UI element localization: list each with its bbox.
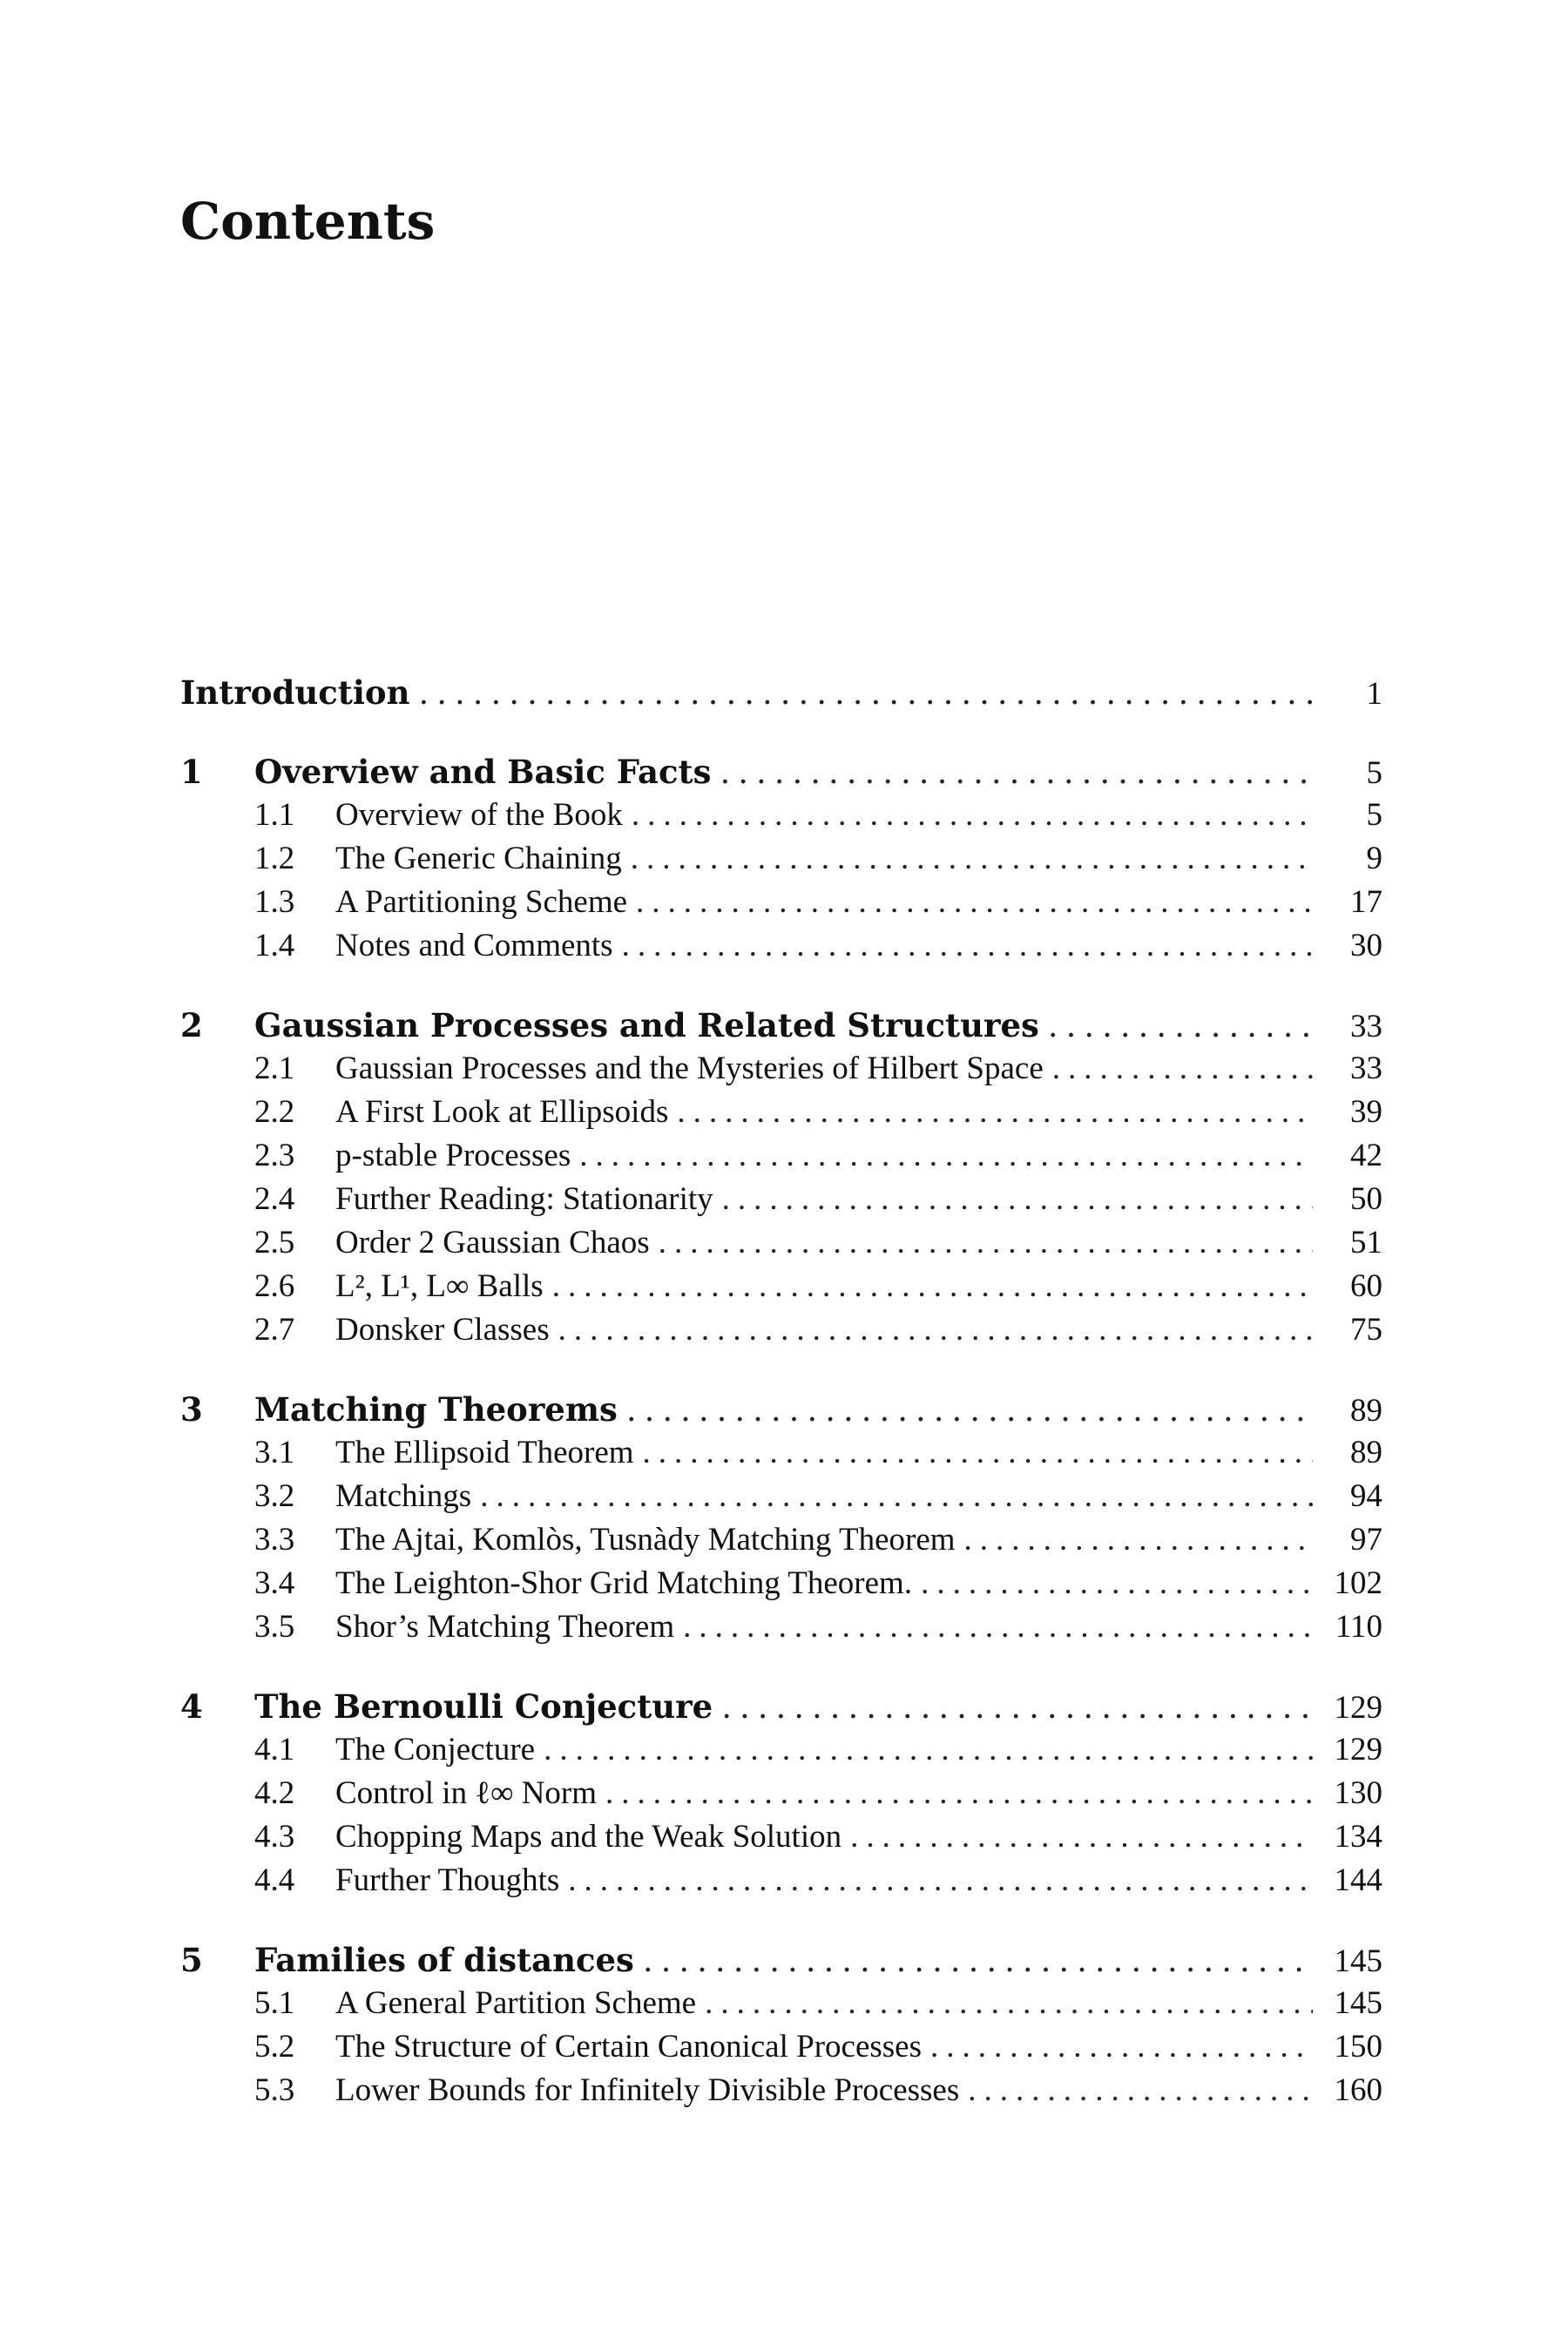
dot-leader — [605, 1772, 1313, 1815]
toc-section[interactable] — [180, 1091, 1382, 1134]
chapter-number: 1 — [180, 753, 203, 791]
section-title: Further Reading: Stationarity — [335, 1181, 713, 1217]
dot-leader — [558, 1308, 1313, 1352]
chapter-title: Families of distances — [254, 1941, 634, 1979]
section-number: 5.3 — [254, 2072, 295, 2108]
section-number: 1.4 — [254, 928, 295, 963]
dot-leader — [1048, 1004, 1313, 1048]
toc-page-number: 145 — [1334, 1985, 1382, 2021]
toc-page-number: 134 — [1334, 1819, 1382, 1855]
toc-page-number: 145 — [1334, 1943, 1382, 1979]
dot-leader — [1052, 1047, 1313, 1091]
dot-leader — [964, 1518, 1313, 1562]
section-title: The Generic Chaining — [335, 841, 622, 876]
toc-chapter[interactable] — [180, 1388, 1382, 1431]
section-number: 2.7 — [254, 1312, 295, 1348]
chapter-number: 2 — [180, 1006, 203, 1044]
dot-leader — [721, 1686, 1313, 1729]
dot-leader — [626, 1389, 1313, 1432]
toc-section[interactable] — [180, 1982, 1382, 2025]
dot-leader — [579, 1134, 1313, 1178]
section-number: 5.2 — [254, 2029, 295, 2065]
toc-section[interactable] — [180, 1815, 1382, 1859]
toc-page-number: 129 — [1334, 1732, 1382, 1767]
dot-leader — [659, 1221, 1313, 1265]
section-number: 5.1 — [254, 1985, 295, 2021]
dot-leader — [930, 2025, 1313, 2069]
section-title: A General Partition Scheme — [335, 1985, 697, 2021]
chapter-title: The Bernoulli Conjecture — [254, 1687, 713, 1726]
section-number: 2.4 — [254, 1181, 295, 1217]
dot-leader — [632, 794, 1313, 837]
toc-section[interactable] — [180, 1475, 1382, 1518]
section-title: The Conjecture — [335, 1732, 536, 1767]
toc-page-number: 60 — [1350, 1268, 1382, 1304]
section-title: Notes and Comments — [335, 928, 613, 963]
dot-leader — [643, 1431, 1313, 1475]
section-number: 3.5 — [254, 1609, 295, 1645]
section-title: Gaussian Processes and the Mysteries of Hilbert Space — [335, 1051, 1044, 1086]
section-title: Further Thoughts — [335, 1862, 560, 1898]
toc-page-number: 75 — [1350, 1312, 1382, 1348]
toc-page-number: 150 — [1334, 2029, 1382, 2065]
dot-leader — [631, 837, 1313, 881]
toc-section[interactable] — [180, 1859, 1382, 1903]
page-title: Contents — [180, 192, 436, 251]
section-title: Lower Bounds for Infinitely Divisible Processes — [335, 2072, 960, 2108]
section-number: 2.1 — [254, 1051, 295, 1086]
chapter-number: 5 — [180, 1941, 203, 1979]
dot-leader — [568, 1859, 1313, 1903]
toc-section[interactable] — [180, 881, 1382, 924]
toc-page-number: 33 — [1350, 1009, 1382, 1044]
section-title: The Ellipsoid Theorem — [335, 1435, 634, 1470]
section-title: The Ajtai, Komlòs, Tusnàdy Matching Theorem — [335, 1522, 956, 1558]
toc-section[interactable] — [180, 1265, 1382, 1308]
toc-chapter[interactable] — [180, 1685, 1382, 1728]
toc-page-number: 30 — [1350, 928, 1382, 963]
toc-section[interactable] — [180, 924, 1382, 968]
section-number: 3.2 — [254, 1478, 295, 1514]
dot-leader — [683, 1605, 1313, 1649]
toc-chapter[interactable] — [180, 750, 1382, 794]
dot-leader — [419, 672, 1314, 715]
dot-leader — [636, 881, 1313, 924]
toc-entry-introduction[interactable] — [180, 671, 1382, 714]
toc-page-number: 144 — [1334, 1862, 1382, 1898]
toc-section[interactable] — [180, 2025, 1382, 2069]
section-number: 2.2 — [254, 1094, 295, 1130]
section-number: 3.1 — [254, 1435, 295, 1470]
toc-page-number: 39 — [1350, 1094, 1382, 1130]
dot-leader — [722, 1178, 1313, 1221]
chapter-title: Matching Theorems — [254, 1390, 618, 1429]
toc-section[interactable] — [180, 1308, 1382, 1352]
toc-section[interactable] — [180, 794, 1382, 837]
toc-page-number: 1 — [1366, 676, 1382, 712]
toc-page-number: 50 — [1350, 1181, 1382, 1217]
toc-chapter[interactable] — [180, 1004, 1382, 1047]
dot-leader — [544, 1728, 1313, 1772]
toc-page-number: 17 — [1350, 884, 1382, 920]
section-number: 2.5 — [254, 1225, 295, 1260]
dot-leader — [921, 1562, 1313, 1605]
toc-section[interactable] — [180, 1728, 1382, 1772]
dot-leader — [480, 1475, 1313, 1518]
toc-page-number: 129 — [1334, 1690, 1382, 1726]
toc-page-number: 33 — [1350, 1051, 1382, 1086]
section-title: Shor’s Matching Theorem — [335, 1609, 675, 1645]
toc-section[interactable] — [180, 1221, 1382, 1265]
section-number: 4.3 — [254, 1819, 295, 1855]
toc-section[interactable] — [180, 1047, 1382, 1091]
dot-leader — [552, 1265, 1313, 1308]
section-number: 4.2 — [254, 1775, 295, 1811]
toc-page-number: 102 — [1334, 1565, 1382, 1601]
section-title: Donsker Classes — [335, 1312, 550, 1348]
table-of-contents — [180, 671, 1382, 2112]
toc-page-number: 5 — [1366, 755, 1382, 791]
toc-page-number: 51 — [1350, 1225, 1382, 1260]
chapter-number: 4 — [180, 1687, 203, 1726]
toc-page-number: 94 — [1350, 1478, 1382, 1514]
section-title: Overview of the Book — [335, 797, 623, 833]
toc-page-number: 89 — [1350, 1393, 1382, 1429]
toc-page-number: 89 — [1350, 1435, 1382, 1470]
section-title: p-stable Processes — [335, 1138, 571, 1173]
toc-page-number: 5 — [1366, 797, 1382, 833]
section-title: A First Look at Ellipsoids — [335, 1094, 669, 1130]
section-title: A Partitioning Scheme — [335, 884, 628, 920]
toc-entry-label: Introduction — [180, 673, 410, 712]
section-number: 2.6 — [254, 1268, 295, 1304]
section-number: 4.1 — [254, 1732, 295, 1767]
dot-leader — [850, 1815, 1313, 1859]
section-title: The Leighton-Shor Grid Matching Theorem. — [335, 1565, 913, 1601]
section-title: Chopping Maps and the Weak Solution — [335, 1819, 842, 1855]
toc-section[interactable] — [180, 1431, 1382, 1475]
chapter-title: Overview and Basic Facts — [254, 753, 712, 791]
dot-leader — [643, 1939, 1313, 1983]
dot-leader — [677, 1091, 1313, 1134]
dot-leader — [720, 751, 1313, 794]
section-title: The Structure of Certain Canonical Processes — [335, 2029, 922, 2065]
toc-section[interactable] — [180, 1605, 1382, 1649]
toc-page-number: 97 — [1350, 1522, 1382, 1558]
section-title: Order 2 Gaussian Chaos — [335, 1225, 650, 1260]
chapter-title: Gaussian Processes and Related Structures — [254, 1006, 1039, 1044]
toc-page-number: 110 — [1335, 1609, 1382, 1645]
toc-section[interactable] — [180, 837, 1382, 881]
section-title: L², L¹, L∞ Balls — [335, 1268, 544, 1304]
section-number: 1.1 — [254, 797, 295, 833]
toc-section[interactable] — [180, 1178, 1382, 1221]
section-number: 3.4 — [254, 1565, 295, 1601]
section-number: 3.3 — [254, 1522, 295, 1558]
toc-page-number: 130 — [1334, 1775, 1382, 1811]
toc-section[interactable] — [180, 1518, 1382, 1562]
toc-section[interactable] — [180, 1562, 1382, 1605]
section-title: Control in ℓ∞ Norm — [335, 1775, 598, 1811]
toc-section[interactable] — [180, 1134, 1382, 1178]
toc-section[interactable] — [180, 1772, 1382, 1815]
dot-leader — [622, 924, 1313, 968]
chapter-number: 3 — [180, 1390, 203, 1429]
section-number: 2.3 — [254, 1138, 295, 1173]
toc-page-number: 160 — [1334, 2072, 1382, 2108]
section-title: Matchings — [335, 1478, 472, 1514]
toc-chapter[interactable] — [180, 1938, 1382, 1982]
section-number: 4.4 — [254, 1862, 295, 1898]
toc-section[interactable] — [180, 2069, 1382, 2112]
toc-page-number: 42 — [1350, 1138, 1382, 1173]
dot-leader — [705, 1982, 1313, 2025]
dot-leader — [968, 2069, 1313, 2112]
section-number: 1.2 — [254, 841, 295, 876]
toc-page-number: 9 — [1366, 841, 1382, 876]
section-number: 1.3 — [254, 884, 295, 920]
